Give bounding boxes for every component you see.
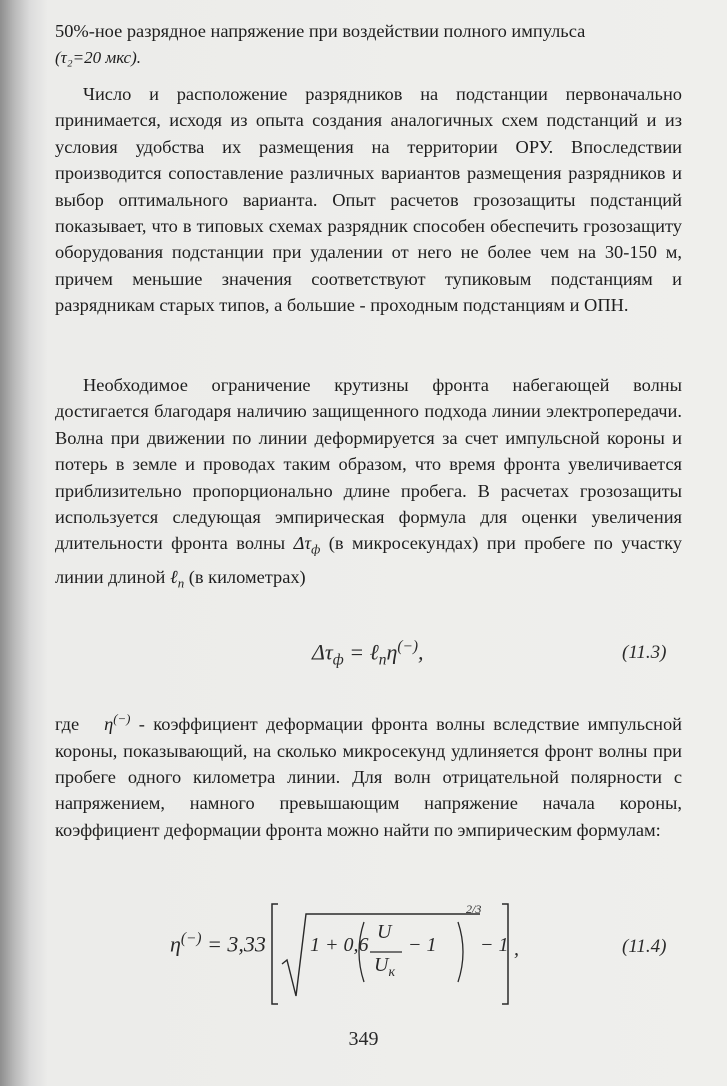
paragraph-2: Число и расположение разрядников на подстанции первоначально принимается, исходя из опыта создания аналогичных схем подстанций и из условия удобства их размещения на территории ОРУ. Впоследствии производится сопоставление различных вариантов размещения разрядников и выбор оптимального варианта. Опыт расчетов грозозащиты подстанций показывает, что в типовых схемах разрядник способен обеспечить грозозащиту оборудования подстанции при удалении от него не более чем на 30-150 м, причем меньшие значения соответствуют тупиковым подстанциям и разрядникам старых типов, а большие - проходным подстанциям и ОПН. bbox=[55, 84, 682, 316]
paragraph-4 bbox=[55, 706, 682, 843]
equation-11-3-number: (11.3) bbox=[622, 642, 667, 663]
eq-11-4-power: 2/3 bbox=[466, 902, 482, 916]
length-symbol: ℓ$_п$ bbox=[170, 566, 185, 591]
paragraph-3 bbox=[55, 372, 682, 597]
paragraph-3-text-b: (в микросекундах) при пробеге по участку линии длиной bbox=[55, 533, 682, 587]
paragraph-4-text: - коэффициент деформации фронта волны вследствие импульсной короны, показывающий, на сколько микросекунд удлиняется фронт волны при пробеге одного километра линии. Для волн отрицательной полярности с напряжением, намного превышающим напряжение начала короны, коэффициент деформации фронта можно найти по эмпирическим формулам: bbox=[55, 714, 682, 840]
paragraph-1-tau: (τ₂=20 мкс). bbox=[55, 48, 141, 68]
eq-11-4-denominator: $U_к$ bbox=[374, 954, 396, 980]
paragraph-3-text-c: (в километрах) bbox=[188, 566, 306, 587]
paragraph-1-text: 50%-ное разрядное напряжение при воздействии полного импульса bbox=[55, 21, 586, 41]
paragraph-1 bbox=[55, 18, 682, 72]
equation-11-3: $\Delta\tau_ф$ = ℓ$_п$η(−), bbox=[312, 638, 424, 669]
eq-11-4-outer-minus: − 1 bbox=[480, 934, 509, 956]
equation-11-4 bbox=[170, 900, 530, 1020]
eq-11-4-numerator: U bbox=[377, 921, 392, 943]
paragraph-4-lead: где bbox=[55, 714, 80, 735]
equation-11-4-number: (11.4) bbox=[622, 936, 667, 957]
eq-11-4-comma: , bbox=[514, 938, 519, 960]
delta-tau-symbol: $\Delta\tau_ф$ bbox=[293, 533, 321, 558]
page-number: 349 bbox=[348, 1028, 379, 1050]
paragraph-3-text-a: Необходимое ограничение крутизны фронта набегающей волны достигается благодаря наличию защищенного подхода линии электропередачи. Волна при движении по линии деформируется за счет импульсной короны и потерь в земле и проводах таким образом, что время фронта увеличивается приблизительно пропорционально длине пробега. В расчетах грозозащиты используется следующая эмпирическая формула для оценки увеличения длительности фронта волны bbox=[55, 375, 682, 554]
eta-symbol: η(−) bbox=[104, 712, 131, 735]
eq-11-4-lhs: η(−) = 3,33 bbox=[170, 930, 266, 957]
eq-11-4-one: 1 + 0,6 bbox=[310, 934, 369, 956]
eq-11-4-minus-one: − 1 bbox=[408, 934, 437, 956]
